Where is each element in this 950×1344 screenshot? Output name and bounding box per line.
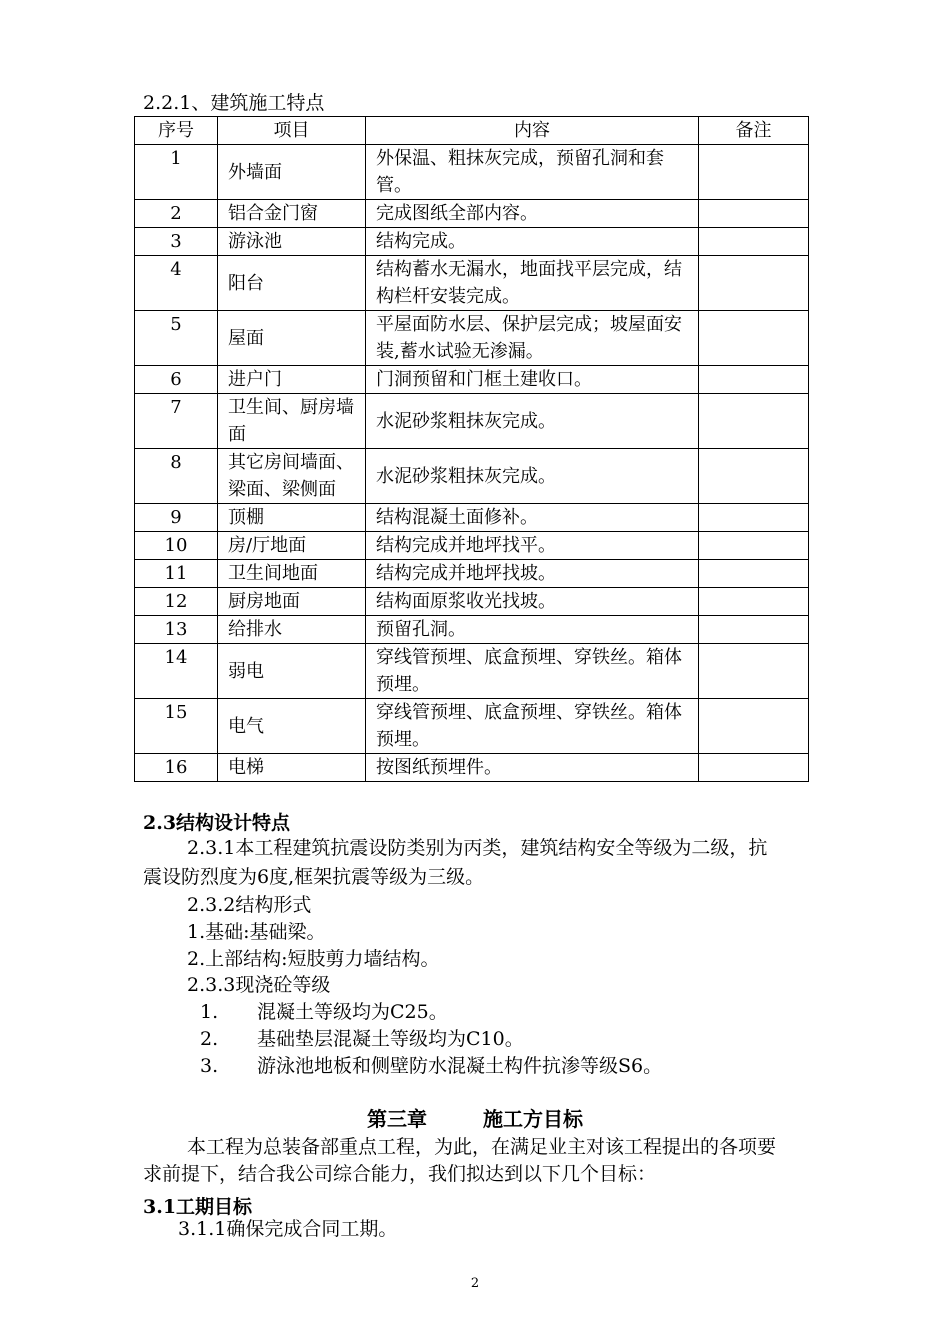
table-row bbox=[135, 228, 809, 256]
table-row bbox=[135, 532, 809, 560]
cell-note bbox=[699, 616, 809, 644]
cell-content: 水泥砂浆粗抹灰完成。 bbox=[366, 449, 699, 504]
list-item-number: 3. bbox=[200, 1055, 219, 1077]
list-item-text: 混凝土等级均为C25。 bbox=[257, 1001, 448, 1023]
cell-no: 10 bbox=[135, 532, 218, 560]
cell-no: 7 bbox=[135, 394, 218, 449]
table-row bbox=[135, 644, 809, 699]
list-item-number: 1. bbox=[200, 1001, 219, 1023]
table-row bbox=[135, 616, 809, 644]
cell-item: 厨房地面 bbox=[218, 588, 366, 616]
cell-note bbox=[699, 366, 809, 394]
cell-item: 游泳池 bbox=[218, 228, 366, 256]
table-row bbox=[135, 256, 809, 311]
header-content: 内容 bbox=[366, 117, 699, 145]
cell-item: 给排水 bbox=[218, 616, 366, 644]
table-row bbox=[135, 145, 809, 200]
section-heading-2-2-1: 2.2.1、建筑施工特点 bbox=[143, 92, 325, 114]
table-row bbox=[135, 449, 809, 504]
cell-item: 电梯 bbox=[218, 754, 366, 782]
chapter-name: 施工方目标 bbox=[483, 1107, 583, 1131]
cell-item: 进户门 bbox=[218, 366, 366, 394]
cell-note bbox=[699, 754, 809, 782]
table-row bbox=[135, 504, 809, 532]
table-row bbox=[135, 311, 809, 366]
cell-content: 结构完成并地坪找平。 bbox=[366, 532, 699, 560]
section-heading-3-1: 3.1工期目标 bbox=[143, 1196, 253, 1218]
cell-note bbox=[699, 699, 809, 754]
cell-note bbox=[699, 504, 809, 532]
cell-note bbox=[699, 644, 809, 699]
paragraph-2-3-1-line1: 2.3.1本工程建筑抗震设防类别为丙类，建筑结构安全等级为二级，抗 bbox=[187, 837, 768, 859]
cell-no: 12 bbox=[135, 588, 218, 616]
cell-content: 结构面原浆收光找坡。 bbox=[366, 588, 699, 616]
cell-content: 水泥砂浆粗抹灰完成。 bbox=[366, 394, 699, 449]
list-item-text: 游泳池地板和侧壁防水混凝土构件抗渗等级S6。 bbox=[257, 1055, 663, 1077]
cell-item: 其它房间墙面、梁面、梁侧面 bbox=[218, 449, 366, 504]
table-row bbox=[135, 200, 809, 228]
cell-no: 4 bbox=[135, 256, 218, 311]
table-row bbox=[135, 366, 809, 394]
section-heading-2-3: 2.3结构设计特点 bbox=[143, 812, 291, 834]
cell-item: 外墙面 bbox=[218, 145, 366, 200]
paragraph-2-3-2: 2.3.2结构形式 bbox=[187, 894, 312, 916]
cell-item: 电气 bbox=[218, 699, 366, 754]
table-row bbox=[135, 560, 809, 588]
cell-item: 屋面 bbox=[218, 311, 366, 366]
cell-note bbox=[699, 588, 809, 616]
list-item-number: 2. bbox=[200, 1028, 219, 1050]
paragraph-3-1-1: 3.1.1确保完成合同工期。 bbox=[178, 1218, 398, 1240]
chapter-title bbox=[0, 1103, 950, 1132]
cell-content: 预留孔洞。 bbox=[366, 616, 699, 644]
intro-line2: 求前提下，结合我公司综合能力，我们拟达到以下几个目标： bbox=[143, 1163, 657, 1185]
cell-no: 1 bbox=[135, 145, 218, 200]
table-header-row bbox=[135, 117, 809, 145]
cell-item: 阳台 bbox=[218, 256, 366, 311]
cell-note bbox=[699, 394, 809, 449]
cell-no: 11 bbox=[135, 560, 218, 588]
cell-content: 穿线管预埋、底盒预埋、穿铁丝。箱体预埋。 bbox=[366, 644, 699, 699]
paragraph-2-3-1-line2: 震设防烈度为6度,框架抗震等级为三级。 bbox=[143, 866, 485, 888]
cell-content: 结构混凝土面修补。 bbox=[366, 504, 699, 532]
paragraph-2-3-2-item2: 2.上部结构:短肢剪力墙结构。 bbox=[187, 948, 440, 970]
cell-content: 按图纸预埋件。 bbox=[366, 754, 699, 782]
cell-no: 5 bbox=[135, 311, 218, 366]
paragraph-2-3-2-item1: 1.基础:基础梁。 bbox=[187, 921, 326, 943]
cell-no: 8 bbox=[135, 449, 218, 504]
cell-content: 门洞预留和门框土建收口。 bbox=[366, 366, 699, 394]
cell-note bbox=[699, 228, 809, 256]
cell-no: 14 bbox=[135, 644, 218, 699]
cell-no: 9 bbox=[135, 504, 218, 532]
table-row bbox=[135, 754, 809, 782]
cell-item: 弱电 bbox=[218, 644, 366, 699]
cell-content: 结构完成并地坪找坡。 bbox=[366, 560, 699, 588]
cell-note bbox=[699, 449, 809, 504]
cell-content: 穿线管预埋、底盒预埋、穿铁丝。箱体预埋。 bbox=[366, 699, 699, 754]
cell-note bbox=[699, 145, 809, 200]
intro-line1: 本工程为总装备部重点工程，为此，在满足业主对该工程提出的各项要 bbox=[187, 1136, 777, 1158]
cell-note bbox=[699, 532, 809, 560]
table-row bbox=[135, 394, 809, 449]
cell-no: 6 bbox=[135, 366, 218, 394]
cell-content: 完成图纸全部内容。 bbox=[366, 200, 699, 228]
cell-item: 卫生间地面 bbox=[218, 560, 366, 588]
cell-note bbox=[699, 560, 809, 588]
table-row bbox=[135, 699, 809, 754]
cell-note bbox=[699, 200, 809, 228]
cell-item: 顶棚 bbox=[218, 504, 366, 532]
cell-item: 铝合金门窗 bbox=[218, 200, 366, 228]
cell-no: 15 bbox=[135, 699, 218, 754]
paragraph-2-3-3: 2.3.3现浇砼等级 bbox=[187, 974, 331, 996]
cell-no: 2 bbox=[135, 200, 218, 228]
page-number: 2 bbox=[470, 1276, 480, 1291]
list-item-text: 基础垫层混凝土等级均为C10。 bbox=[257, 1028, 524, 1050]
cell-no: 13 bbox=[135, 616, 218, 644]
cell-note bbox=[699, 256, 809, 311]
cell-no: 3 bbox=[135, 228, 218, 256]
header-note: 备注 bbox=[699, 117, 809, 145]
cell-no: 16 bbox=[135, 754, 218, 782]
cell-content: 平屋面防水层、保护层完成；坡屋面安装,蓄水试验无渗漏。 bbox=[366, 311, 699, 366]
cell-note bbox=[699, 311, 809, 366]
cell-item: 房/厅地面 bbox=[218, 532, 366, 560]
cell-item: 卫生间、厨房墙面 bbox=[218, 394, 366, 449]
chapter-number: 第三章 bbox=[367, 1107, 427, 1131]
cell-content: 结构完成。 bbox=[366, 228, 699, 256]
cell-content: 外保温、粗抹灰完成，预留孔洞和套管。 bbox=[366, 145, 699, 200]
header-no: 序号 bbox=[135, 117, 218, 145]
header-item: 项目 bbox=[218, 117, 366, 145]
table-row bbox=[135, 588, 809, 616]
construction-features-table bbox=[134, 116, 809, 782]
cell-content: 结构蓄水无漏水，地面找平层完成，结构栏杆安装完成。 bbox=[366, 256, 699, 311]
